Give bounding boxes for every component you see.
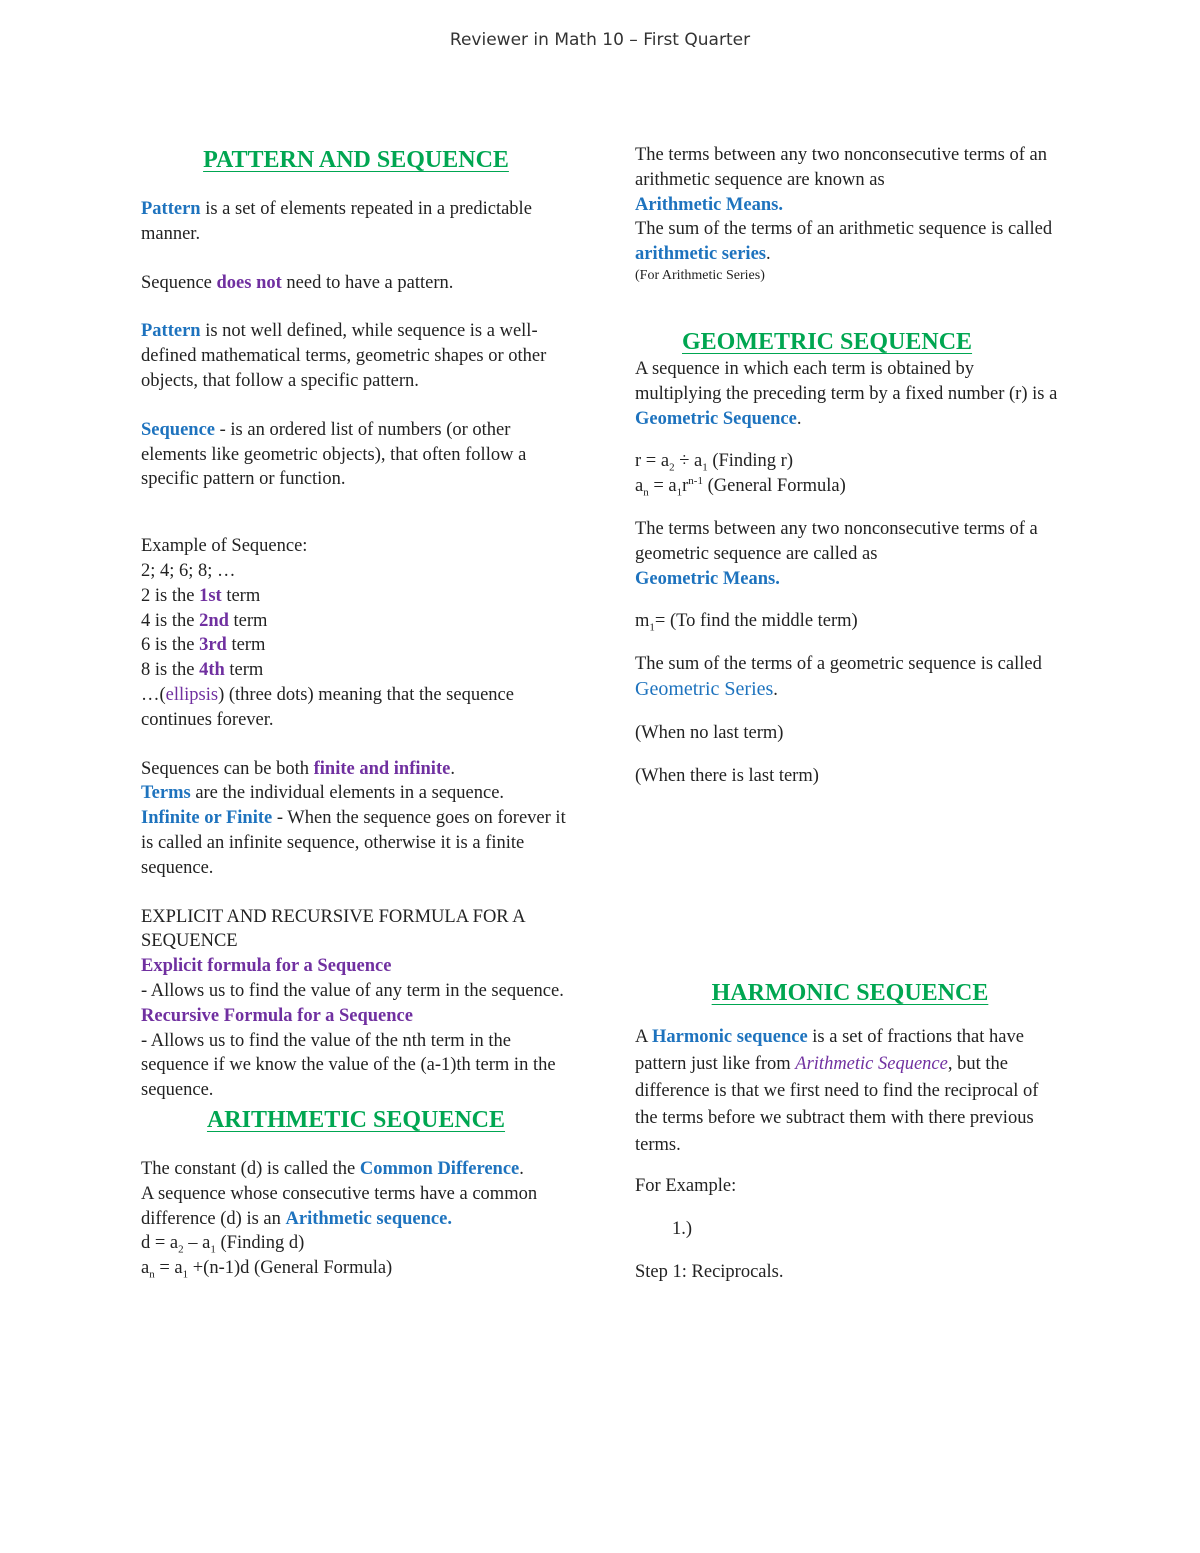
step-1-label: Step 1: Reciprocals. bbox=[635, 1261, 784, 1282]
example-item: 6 is the 3rd term bbox=[141, 635, 266, 656]
example-item: 2 is the 1st term bbox=[141, 585, 261, 606]
formula-no-last-term: (When no last term) bbox=[635, 722, 784, 743]
formula-has-last-term: (When there is last term) bbox=[635, 765, 819, 786]
geometric-means-note: The terms between any two nonconsecutive terms of a geometric sequence are called as bbox=[635, 518, 1038, 564]
terms-definition: Terms are the individual elements in a sequence. bbox=[141, 783, 505, 804]
common-difference-note: The constant (d) is called the Common Difference. bbox=[141, 1158, 524, 1179]
formula-middle-term: $m_1= (To$ find the middle term) bbox=[635, 611, 858, 635]
heading-arithmetic-sequence: ARITHMETIC SEQUENCE bbox=[206, 1106, 506, 1133]
finite-infinite-note: Sequences can be both finite and infinite. bbox=[141, 758, 455, 779]
ellipsis-note: …(ellipsis) (three dots) meaning that the sequence continues forever. bbox=[141, 684, 514, 730]
pattern-vs-sequence: Pattern is not well defined, while sequence is a well-defined mathematical terms, geometric shapes or other objects, that follow a specific pattern. bbox=[141, 321, 547, 391]
left-column bbox=[141, 140, 571, 1281]
heading-harmonic-sequence: HARMONIC SEQUENCE bbox=[711, 980, 989, 1007]
geometric-series-note: The sum of the terms of a geometric sequence is called Geometric Series. bbox=[635, 654, 1042, 700]
term-arithmetic-means: Arithmetic Means. bbox=[635, 194, 783, 215]
heading-pattern-and-sequence: PATTERN AND SEQUENCE bbox=[203, 147, 509, 173]
heading-geometric-sequence: GEOMETRIC SEQUENCE bbox=[682, 328, 973, 355]
arithmetic-means-note: The terms between any two nonconsecutive terms of an arithmetic sequence are known as bbox=[635, 145, 1048, 190]
explicit-formula-desc: - Allows us to find the value of any term in the sequence. bbox=[141, 980, 564, 1001]
explicit-formula-title: Explicit formula for a Sequence bbox=[141, 956, 392, 977]
arithmetic-definition: A sequence whose consecutive terms have a common difference (d) is an Arithmetic sequence. bbox=[141, 1183, 538, 1229]
sequence-note: Sequence does not need to have a pattern. bbox=[141, 272, 454, 293]
example-item: 8 is the 4th term bbox=[141, 660, 264, 681]
formula-d: $d = a_2 - a_1$ (Finding d) bbox=[141, 1233, 305, 1256]
sequence-definition: Sequence - is an ordered list of numbers (or other elements like geometric objects), that often follow a specific pattern or function. bbox=[141, 419, 527, 490]
arithmetic-series-note: The sum of the terms of an arithmetic sequence is called arithmetic series. bbox=[635, 219, 1053, 265]
for-example-label: For Example: bbox=[635, 1176, 737, 1197]
geometric-definition: A sequence in which each term is obtained by multiplying the preceding term by a fixed number (r) is a Geometric Sequence. bbox=[635, 358, 1058, 429]
example-number: 1.) bbox=[672, 1219, 693, 1240]
pattern-definition: Pattern is a set of elements repeated in a predictable manner. bbox=[141, 199, 532, 244]
right-column bbox=[635, 140, 1065, 1285]
term-geometric-means: Geometric Means. bbox=[635, 568, 780, 589]
harmonic-definition: A Harmonic sequence is a set of fractions that have pattern just like from Arithmetic Sequence, but the difference is that we first need to find the reciprocal of the terms before we subtract them with there previous terms. bbox=[635, 1027, 1039, 1155]
formula-geo-general: $a_n = a_1r^{n-1}$ (General Formula) bbox=[635, 475, 846, 499]
formula-r: $r = a_2 \div a_1$ (Finding r) bbox=[635, 451, 793, 475]
arithmetic-series-caption: (For Arithmetic Series) bbox=[635, 267, 765, 283]
infinite-finite-definition: Infinite or Finite - When the sequence goes on forever it is called an infinite sequence, otherwise it is a finite sequence. bbox=[141, 808, 566, 878]
example-sequence: 2; 4; 6; 8; … bbox=[141, 560, 236, 581]
recursive-formula-title: Recursive Formula for a Sequence bbox=[141, 1005, 413, 1026]
term-pattern: Pattern bbox=[141, 199, 201, 219]
example-item: 4 is the 2nd term bbox=[141, 610, 268, 631]
explicit-recursive-heading: EXPLICIT AND RECURSIVE FORMULA FOR A SEQUENCE bbox=[141, 906, 525, 952]
emph-does-not: does not bbox=[216, 272, 282, 293]
recursive-formula-desc: - Allows us to find the value of the nth term in the sequence if we know the value of the (a-1)th term in the sequence. bbox=[141, 1030, 556, 1101]
example-title: Example of Sequence: bbox=[141, 536, 308, 557]
page-header: Reviewer in Math 10 – First Quarter bbox=[449, 30, 751, 50]
formula-arith-general: $a_n = a_1 +(n-1)d$ (General Formula) bbox=[141, 1258, 393, 1281]
